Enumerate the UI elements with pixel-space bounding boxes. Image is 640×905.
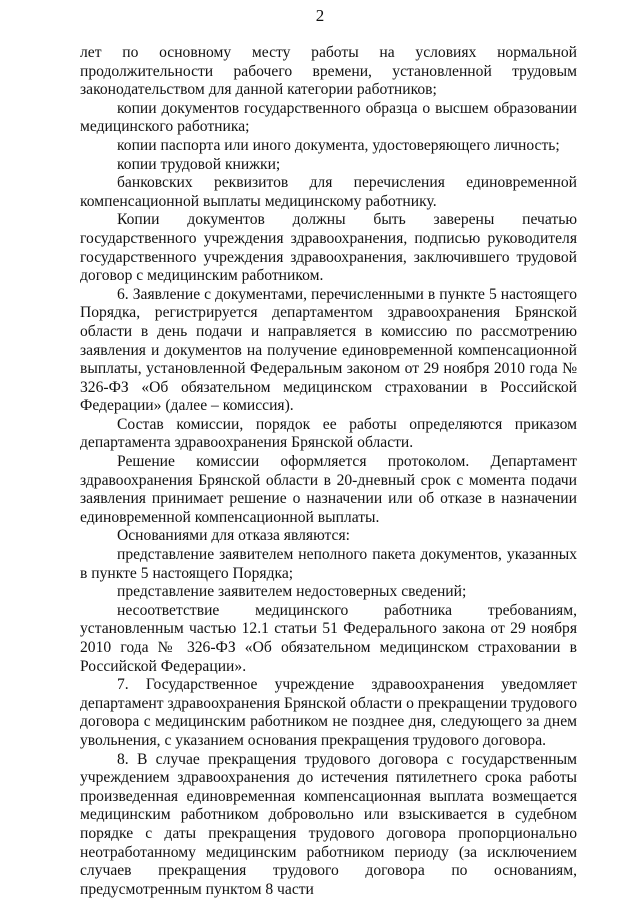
- paragraph: 6. Заявление с документами, перечисленными в пункте 5 настоящего Порядка, регистрируется департаментом здравоохранения Брянской области в день подачи и направляется в комиссию по рассмотрению заявления и документов на получение единовременной компенсационной выплаты, установленной Федеральным законом от 29 ноября 2010 года № 326-ФЗ «Об обязательном медицинском страховании в Российской Федерации» (далее – комиссия).: [80, 285, 577, 415]
- paragraph: 8. В случае прекращения трудового договора с государственным учреждением здравоохранения до истечения пятилетнего срока работы произведенная единовременная компенсационная выплата возмещается медицинским работником добровольно или взыскивается в судебном порядке с даты прекращения трудового договора пропорционально неотработанному медицинским работником периоду (за исключением случаев прекращения трудового договора по основаниям, предусмотренным пунктом 8 части: [80, 750, 577, 898]
- paragraph: копии трудовой книжки;: [117, 155, 281, 173]
- paragraph: 7. Государственное учреждение здравоохранения уведомляет департамент здравоохранения Брянской области о прекращении трудового договора с медицинским работником не позднее дня, следующего за днем увольнения, с указанием основания прекращения трудового договора.: [80, 676, 577, 749]
- paragraph: копии паспорта или иного документа, удостоверяющего личность;: [117, 136, 560, 154]
- paragraph: несоответствие медицинского работника требованиям, установленным частью 12.1 статьи 51 Федерального закона от 29 ноября 2010 года № 326-ФЗ «Об обязательном медицинском страховании в Российской Федерации».: [80, 601, 577, 675]
- paragraph: лет по основному месту работы на условиях нормальной продолжительности рабочего времени, установленной трудовым законодательством для данной категории работников;: [80, 44, 577, 99]
- document-body: [80, 44, 577, 899]
- paragraph: представление заявителем неполного пакета документов, указанных в пункте 5 настоящего Порядка;: [80, 546, 577, 582]
- paragraph: банковских реквизитов для перечисления единовременной компенсационной выплаты медицинскому работнику.: [80, 174, 577, 210]
- paragraph: Решение комиссии оформляется протоколом. Департамент здравоохранения Брянской области в 20-дневный срок с момента подачи заявления принимает решение о назначении или об отказе в назначении единовременной компенсационной выплаты.: [80, 453, 577, 526]
- paragraph: Основаниями для отказа являются:: [117, 527, 350, 545]
- paragraph: Состав комиссии, порядок ее работы определяются приказом департамента здравоохранения Брянской области.: [80, 415, 577, 452]
- page-number: 2: [315, 6, 325, 25]
- paragraph: представление заявителем недостоверных сведений;: [117, 583, 467, 601]
- paragraph: Копии документов должны быть заверены печатью государственного учреждения здравоохранения, подписью руководителя государственного учреждения здравоохранения, заключившего трудовой договор с медицинским работником.: [80, 211, 577, 285]
- paragraph: копии документов государственного образца о высшем образовании медицинского работника;: [80, 99, 577, 136]
